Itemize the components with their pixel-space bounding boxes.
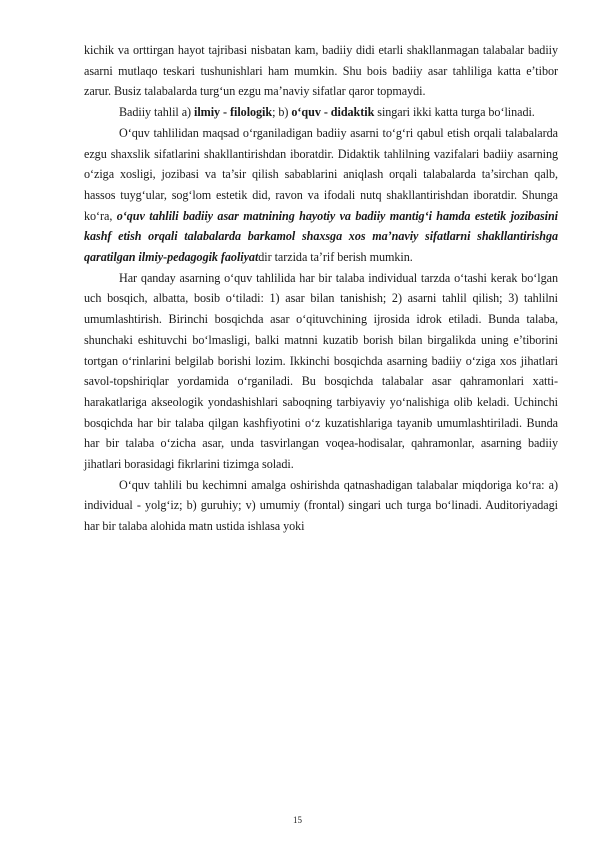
paragraph-3 bbox=[84, 123, 558, 268]
paragraph-2-text-2: ; b) bbox=[272, 105, 292, 120]
paragraph-1: kichik va orttirgan hayot tajribasi nisbatan kam, badiiy didi etarli shakllanmagan talabalar badiiy asarni mutlaqo teskari tushunishlari ham mumkin. Shu bois badiiy asar tahliliga katta e’tibor zarur. Busiz talabalarda turg‘un ezgu ma’naviy sifatlar qaror topmaydi. bbox=[84, 43, 558, 99]
definition-emphasis: o‘quv tahlili badiiy asar matnining hayotiy va badiiy mantig‘i hamda estetik jozibasini kashf etish orqali talabalarda barkamol shaxsga xos ma’naviy sifatlarni shakllantirishga qaratilgan ilmiy-pedagogik faoliyat bbox=[84, 208, 559, 265]
paragraph-3-text-2: dir tarzida ta’rif berish mumkin. bbox=[258, 250, 413, 265]
term-oquv-didaktik: o‘quv - didaktik bbox=[291, 105, 375, 120]
paragraph-2 bbox=[84, 102, 558, 123]
page-number: 15 bbox=[293, 815, 302, 825]
paragraph-2-text-1: Badiiy tahlil a) bbox=[119, 105, 195, 120]
paragraph-5: O‘quv tahlili bu kechimni amalga oshirishda qatnashadigan talabalar miqdoriga ko‘ra: a) individual - yolg‘iz; b) guruhiy; v) umumiy (frontal) singari uch turga bo‘linadi. Auditoriyadagi har bir talaba alohida matn ustida ishlasa yoki bbox=[84, 477, 558, 534]
document-page bbox=[84, 40, 558, 537]
paragraph-2-text-3: singari ikki katta turga bo‘linadi. bbox=[374, 105, 535, 120]
paragraph-3-text-1: O‘quv tahlilidan maqsad o‘rganiladigan badiiy asarni to‘g‘ri qabul etish orqali talabalarda ezgu shaxslik sifatlarini shakllantirishdan iboratdir. Didaktik tahlilning vazifalari badiiy asarning o‘ziga xosligi, jozibasi va ta’sir qilish sabablarini aniqlash orqali talabalarda ta’sirchan qalb, hassos tuyg‘ular, sog‘lom estetik did, ravon va ifodali nutq shakllantirishdan iboratdir. Shunga ko‘ra, bbox=[84, 125, 558, 223]
paragraph-4: Har qanday asarning o‘quv tahlilida har bir talaba individual tarzda o‘tashi kerak bo‘lgan uch bosqich, albatta, bosib o‘tiladi: 1) asar bilan tanishish; 2) asarni tahlil qilish; 3) tahlilni umumlashtirish. Birinchi bosqichda asar o‘qituvchining ijrosida idrok etiladi. Bunda talaba, shunchaki eshituvchi bo‘lmasligi, balki matnni kuzatib borish bilan birgalikda uning e’tiborini tortgan o‘rinlarini belgilab borishi lozim. Ikkinchi bosqichda asarning badiiy o‘ziga xos jihatlari savol-topshiriqlar yordamida o‘rganiladi. Bu bosqichda talabalar asar qahramonlari xatti-harakatlariga akseologik yondashishlari saboqning tarbiyaviy yo‘nalishiga olib keladi. Uchinchi bosqichda har bir talaba qilgan kashfiyotini o‘z kuzatishlariga tayanib umumlashtiriladi. Bunda har bir talaba o‘zicha asar, unda tasvirlangan voqea-hodisalar, qahramonlar, asarning badiiy jihatlari borasidagi fikrlarini tizimga soladi. bbox=[84, 270, 558, 472]
term-ilmiy-filologik: ilmiy - filologik bbox=[194, 105, 273, 120]
